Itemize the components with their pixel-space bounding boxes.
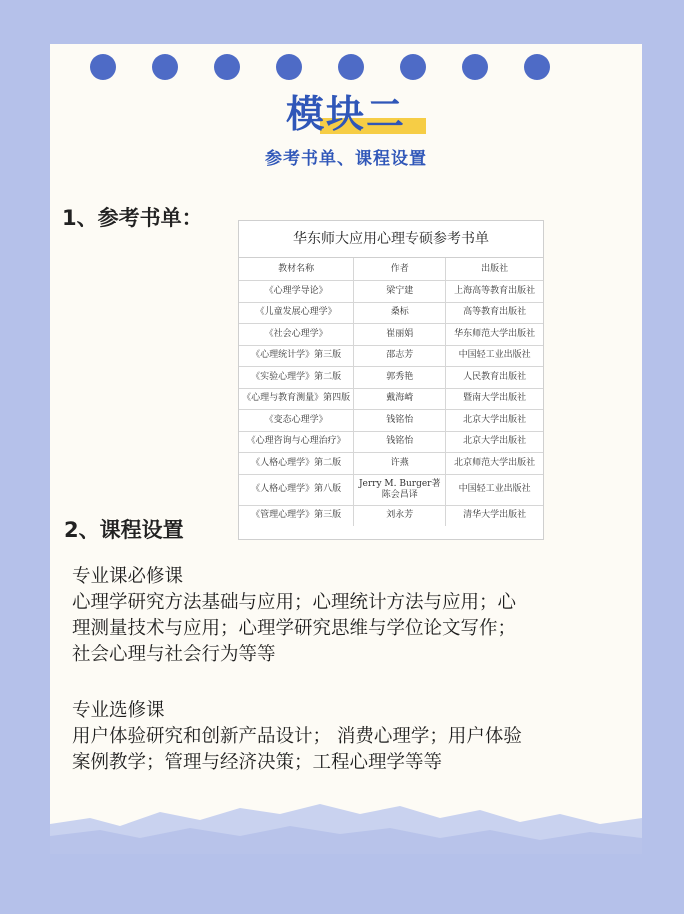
table-row (239, 281, 543, 303)
required-line: 理测量技术与应用；心理学研究思维与学位论文写作； (72, 618, 517, 639)
table-cell: 人民教育出版社 (446, 367, 543, 389)
binder-dot (90, 54, 116, 80)
required-line: 心理学研究方法基础与应用；心理统计方法与应用；心 (72, 592, 517, 613)
table-header: 教材名称 (239, 258, 354, 281)
binder-dot (152, 54, 178, 80)
table-row (239, 431, 543, 453)
table-cell: 北京大学出版社 (446, 410, 543, 432)
table-cell: 邵志芳 (354, 345, 446, 367)
table-row (239, 345, 543, 367)
table-cell: 桑标 (354, 302, 446, 324)
table-header: 出版社 (481, 263, 509, 274)
table-row (239, 388, 543, 410)
binder-dots (50, 54, 642, 84)
elective-courses (72, 698, 632, 776)
content-card (50, 44, 642, 854)
table-cell: 钱铭怡 (354, 431, 446, 453)
table-row (239, 324, 543, 346)
table-cell: 《实验心理学》第二版 (239, 367, 354, 389)
table-row (239, 410, 543, 432)
required-courses (72, 564, 632, 668)
table-cell: 中国轻工业出版社 (446, 345, 543, 367)
table-title: 华东师大应用心理专硕参考书单 (239, 221, 543, 258)
table-cell: 梁宁建 (354, 281, 446, 303)
table-cell: 《心理咨询与心理治疗》 (239, 431, 354, 453)
table-header: 作者 (354, 258, 446, 281)
table-cell: 上海高等教育出版社 (446, 281, 543, 303)
table-cell: 北京大学出版社 (446, 431, 543, 453)
binder-dot (214, 54, 240, 80)
table-cell: 戴海崎 (354, 388, 446, 410)
table-cell: 《变态心理学》 (239, 410, 354, 432)
binder-dot (524, 54, 550, 80)
table-row (239, 474, 543, 505)
table-cell: 崔丽娟 (354, 324, 446, 346)
section-heading-courses: 2、课程设置 (64, 518, 184, 542)
binder-dot (338, 54, 364, 80)
section-heading-booklist: 1、参考书单： (62, 206, 203, 230)
table-cell: 暨南大学出版社 (446, 388, 543, 410)
elective-line: 案例教学；管理与经济决策；工程心理学等等 (72, 752, 443, 773)
binder-dot (462, 54, 488, 80)
table-cell: 郭秀艳 (354, 367, 446, 389)
table-cell: 中国轻工业出版社 (446, 474, 543, 505)
table-cell: 高等教育出版社 (446, 302, 543, 324)
table-cell: 《社会心理学》 (239, 324, 354, 346)
binder-dot (400, 54, 426, 80)
table-cell: 许燕 (354, 453, 446, 475)
table-cell: 《心理统计学》第三版 (239, 345, 354, 367)
table-row (239, 302, 543, 324)
table-cell: Jerry M. Burger著 陈会昌译 (354, 474, 446, 505)
page-title: 模块二 (286, 92, 406, 136)
table-cell: 钱铭怡 (354, 410, 446, 432)
table-cell: 北京师范大学出版社 (446, 453, 543, 475)
table-row (239, 505, 543, 526)
mountain-decoration (50, 784, 642, 854)
booklist-table (238, 220, 544, 540)
required-line: 社会心理与社会行为等等 (72, 644, 276, 665)
elective-line: 用户体验研究和创新产品设计； 消费心理学；用户体验 (72, 726, 522, 747)
table-row (239, 453, 543, 475)
table-cell: 《心理学导论》 (239, 281, 354, 303)
table-row (239, 367, 543, 389)
table-cell: 《管理心理学》第三版 (239, 505, 354, 526)
binder-dot (276, 54, 302, 80)
table-cell: 清华大学出版社 (446, 505, 543, 526)
table-cell: 刘永芳 (354, 505, 446, 526)
table-cell: 《儿童发展心理学》 (239, 302, 354, 324)
table-cell: 《心理与教育测量》第四版 (239, 388, 354, 410)
table-cell: 华东师范大学出版社 (446, 324, 543, 346)
table-cell: 《人格心理学》第二版 (239, 453, 354, 475)
required-heading: 专业课必修课 (72, 566, 184, 587)
table-cell: 《人格心理学》第八版 (239, 474, 354, 505)
page-subtitle: 参考书单、课程设置 (265, 149, 427, 169)
elective-heading: 专业选修课 (72, 700, 165, 721)
